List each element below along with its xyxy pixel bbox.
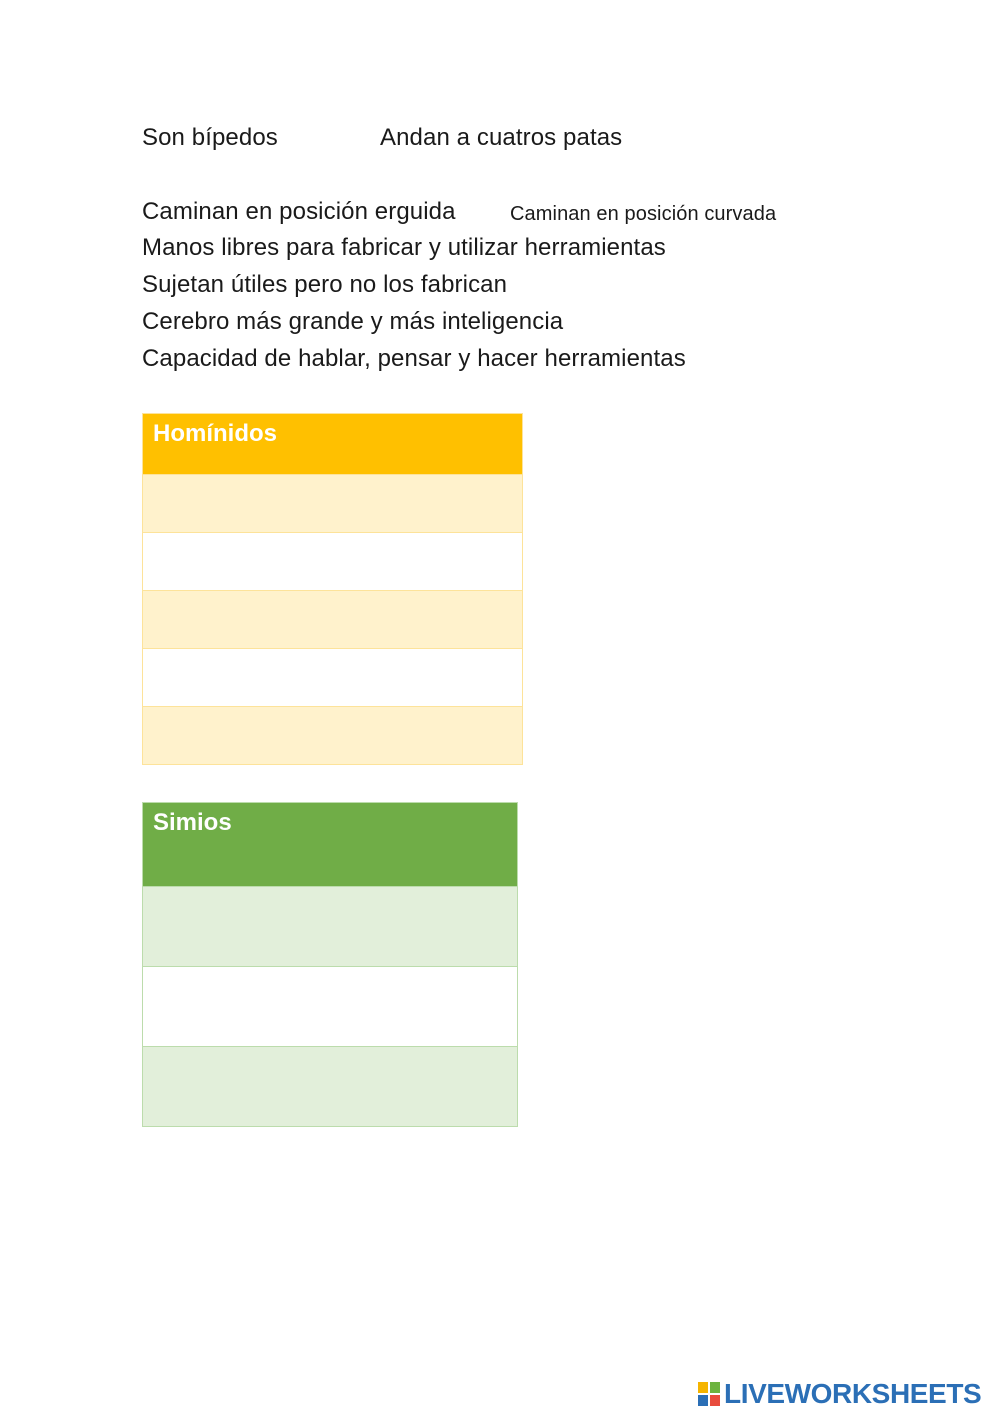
phrase-capacidad-hablar[interactable]: Capacidad de hablar, pensar y hacer herramientas — [142, 345, 686, 372]
phrase-manos-libres[interactable]: Manos libres para fabricar y utilizar herramientas — [142, 234, 666, 261]
simios-table — [142, 802, 518, 1127]
phrase-posicion-curvada[interactable]: Caminan en posición curvada — [510, 203, 777, 225]
liveworksheets-logo-text: LIVEWORKSHEETS — [724, 1378, 982, 1409]
hominidos-drop-slot-3[interactable] — [143, 590, 522, 648]
liveworksheets-logo — [697, 1378, 981, 1410]
simios-drop-slot-3[interactable] — [143, 1046, 517, 1126]
hominidos-drop-slot-1[interactable] — [143, 474, 522, 532]
phrase-son-bipedos[interactable]: Son bípedos — [142, 124, 278, 151]
liveworksheets-logo-icon — [697, 1381, 721, 1407]
hominidos-table-header: Homínidos — [143, 414, 522, 474]
simios-table-header: Simios — [143, 803, 517, 886]
phrase-cerebro-grande[interactable]: Cerebro más grande y más inteligencia — [142, 308, 564, 335]
phrase-sujetan-utiles[interactable]: Sujetan útiles pero no los fabrican — [142, 271, 508, 298]
phrase-andan-cuatro-patas[interactable]: Andan a cuatros patas — [380, 124, 623, 151]
hominidos-drop-slot-2[interactable] — [143, 532, 522, 590]
simios-drop-slot-2[interactable] — [143, 966, 517, 1046]
hominidos-drop-slot-5[interactable] — [143, 706, 522, 764]
phrase-posicion-erguida[interactable]: Caminan en posición erguida — [142, 198, 456, 225]
hominidos-table — [142, 413, 523, 765]
simios-drop-slot-1[interactable] — [143, 886, 517, 966]
hominidos-drop-slot-4[interactable] — [143, 648, 522, 706]
